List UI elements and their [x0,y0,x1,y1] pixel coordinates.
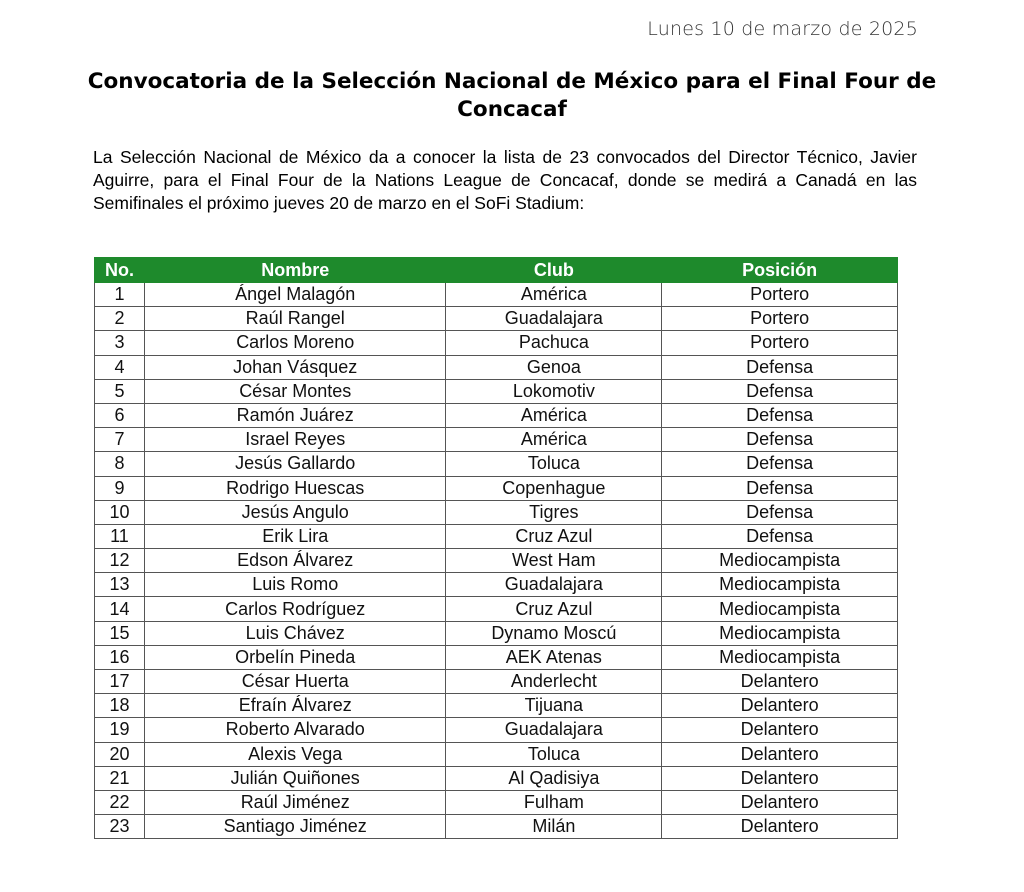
header-name: Nombre [144,258,446,283]
cell-club: Copenhague [446,476,662,500]
cell-position: Delantero [662,742,898,766]
table-row [95,476,898,500]
cell-name: Julián Quiñones [144,766,446,790]
cell-name: Ramón Juárez [144,403,446,427]
table-row [95,815,898,839]
cell-position: Delantero [662,694,898,718]
cell-position: Portero [662,283,898,307]
table-row [95,331,898,355]
cell-club: Guadalajara [446,573,662,597]
cell-club: West Ham [446,549,662,573]
cell-name: Jesús Gallardo [144,452,446,476]
table-row [95,790,898,814]
cell-position: Mediocampista [662,645,898,669]
cell-club: Milán [446,815,662,839]
cell-position: Portero [662,331,898,355]
cell-name: Rodrigo Huescas [144,476,446,500]
header-number: No. [95,258,145,283]
cell-number: 19 [95,718,145,742]
cell-position: Delantero [662,766,898,790]
cell-position: Defensa [662,379,898,403]
table-row [95,549,898,573]
cell-position: Delantero [662,790,898,814]
cell-number: 5 [95,379,145,403]
cell-name: Luis Romo [144,573,446,597]
cell-name: Luis Chávez [144,621,446,645]
cell-name: Jesús Angulo [144,500,446,524]
cell-name: Raúl Jiménez [144,790,446,814]
cell-position: Defensa [662,428,898,452]
cell-number: 17 [95,670,145,694]
cell-club: Toluca [446,742,662,766]
cell-club: AEK Atenas [446,645,662,669]
cell-number: 2 [95,307,145,331]
page-title: Convocatoria de la Selección Nacional de México para el Final Four de Concacaf [87,69,937,122]
cell-club: Al Qadisiya [446,766,662,790]
cell-club: Guadalajara [446,307,662,331]
table-row [95,403,898,427]
cell-name: Ángel Malagón [144,283,446,307]
cell-number: 13 [95,573,145,597]
cell-club: Fulham [446,790,662,814]
cell-name: Edson Álvarez [144,549,446,573]
table-row [95,670,898,694]
cell-number: 16 [95,645,145,669]
cell-club: Guadalajara [446,718,662,742]
header-club: Club [446,258,662,283]
cell-club: América [446,283,662,307]
cell-club: Tijuana [446,694,662,718]
cell-position: Defensa [662,500,898,524]
roster-table [94,257,898,839]
cell-name: Santiago Jiménez [144,815,446,839]
cell-number: 23 [95,815,145,839]
cell-position: Defensa [662,355,898,379]
cell-club: Anderlecht [446,670,662,694]
table-row [95,452,898,476]
table-row [95,307,898,331]
cell-number: 10 [95,500,145,524]
cell-position: Defensa [662,403,898,427]
cell-number: 18 [95,694,145,718]
table-row [95,645,898,669]
cell-club: Dynamo Moscú [446,621,662,645]
cell-club: América [446,428,662,452]
roster-body [95,283,898,839]
table-row [95,597,898,621]
cell-number: 3 [95,331,145,355]
cell-club: América [446,403,662,427]
table-row [95,621,898,645]
cell-number: 1 [95,283,145,307]
cell-number: 20 [95,742,145,766]
cell-name: Efraín Álvarez [144,694,446,718]
cell-number: 8 [95,452,145,476]
table-row [95,500,898,524]
cell-number: 9 [95,476,145,500]
cell-number: 15 [95,621,145,645]
table-row [95,283,898,307]
cell-club: Cruz Azul [446,524,662,548]
cell-name: César Huerta [144,670,446,694]
table-row [95,355,898,379]
cell-number: 4 [95,355,145,379]
cell-name: Roberto Alvarado [144,718,446,742]
intro-paragraph: La Selección Nacional de México da a conocer la lista de 23 convocados del Director Técnico, Javier Aguirre, para el Final Four de la Nations League de Concacaf, donde se medirá a Canadá en las Semifinales el próximo jueves 20 de marzo en el SoFi Stadium: [93,147,917,213]
cell-position: Defensa [662,524,898,548]
cell-name: Johan Vásquez [144,355,446,379]
cell-club: Toluca [446,452,662,476]
cell-position: Portero [662,307,898,331]
cell-position: Mediocampista [662,549,898,573]
cell-number: 12 [95,549,145,573]
table-row [95,379,898,403]
cell-number: 21 [95,766,145,790]
table-row [95,742,898,766]
cell-position: Mediocampista [662,597,898,621]
table-row [95,718,898,742]
cell-name: Erik Lira [144,524,446,548]
header-position: Posición [662,258,898,283]
cell-position: Mediocampista [662,621,898,645]
cell-number: 11 [95,524,145,548]
cell-name: Carlos Moreno [144,331,446,355]
table-header-row [95,258,898,283]
cell-position: Delantero [662,670,898,694]
cell-club: Pachuca [446,331,662,355]
cell-number: 22 [95,790,145,814]
cell-name: Alexis Vega [144,742,446,766]
cell-club: Genoa [446,355,662,379]
cell-position: Defensa [662,452,898,476]
cell-club: Tigres [446,500,662,524]
cell-number: 7 [95,428,145,452]
cell-name: Carlos Rodríguez [144,597,446,621]
cell-club: Lokomotiv [446,379,662,403]
document-date: Lunes 10 de marzo de 2025 [647,18,918,40]
table-row [95,573,898,597]
table-row [95,766,898,790]
cell-name: César Montes [144,379,446,403]
cell-position: Mediocampista [662,573,898,597]
cell-name: Orbelín Pineda [144,645,446,669]
table-row [95,694,898,718]
cell-position: Defensa [662,476,898,500]
table-row [95,524,898,548]
cell-name: Israel Reyes [144,428,446,452]
cell-position: Delantero [662,718,898,742]
cell-position: Delantero [662,815,898,839]
cell-name: Raúl Rangel [144,307,446,331]
table-row [95,428,898,452]
cell-number: 14 [95,597,145,621]
cell-club: Cruz Azul [446,597,662,621]
cell-number: 6 [95,403,145,427]
